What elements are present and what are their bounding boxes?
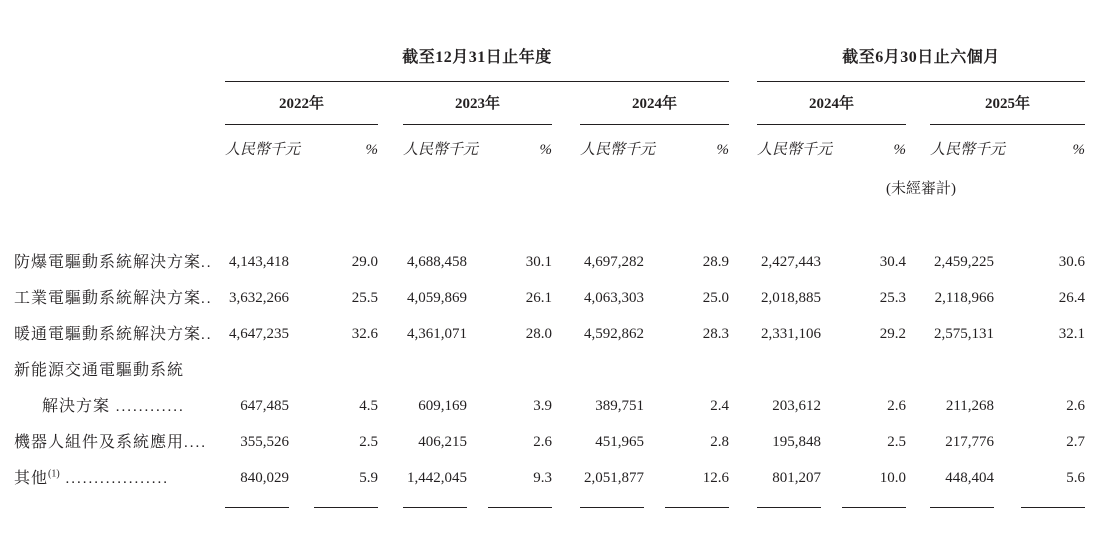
table-row-industrial [14, 288, 1085, 324]
section-gap [729, 48, 757, 82]
leader-dots: .... [184, 435, 208, 451]
amount-cell: 2,575,131 [934, 326, 995, 342]
row-label: 防爆電驅動系統解決方案.. [14, 254, 213, 271]
table-row-explosion-proof [14, 252, 1085, 288]
footnote-ref: (1) [48, 468, 60, 480]
column-total-rule [930, 507, 994, 508]
amount-cell: 647,485 [240, 398, 289, 414]
amount-cell: 389,751 [595, 398, 644, 414]
amount-header: 人民幣千元 [403, 142, 479, 158]
column-total-rule [403, 507, 467, 508]
percent-cell: 2.6 [887, 398, 907, 414]
leader-dots: .................. [59, 471, 169, 487]
amount-cell: 195,848 [772, 434, 822, 450]
percent-cell: 30.1 [525, 254, 552, 270]
amount-cell: 2,331,106 [761, 326, 822, 342]
table-row-hvac [14, 324, 1085, 360]
year-header-2022: 2022年 [225, 82, 378, 125]
percent-cell: 25.0 [702, 290, 730, 306]
percent-cell: 26.1 [525, 290, 552, 306]
amount-cell: 801,207 [772, 470, 822, 486]
percent-cell [644, 360, 729, 396]
percent-cell: 25.5 [351, 290, 378, 306]
year-header-row [14, 82, 1085, 125]
row-label: 解決方案 ............ [42, 398, 185, 415]
period-header-annual: 截至12月31日止年度 [225, 48, 729, 82]
leader-dots: .. [201, 255, 213, 271]
amount-cell: 2,051,877 [584, 470, 644, 486]
percent-cell [467, 360, 552, 396]
unaudited-note: (未經審計) [886, 181, 957, 197]
amount-cell: 840,029 [240, 470, 289, 486]
percent-cell: 2.5 [887, 434, 907, 450]
amount-header: 人民幣千元 [930, 142, 1006, 158]
amount-cell [403, 360, 467, 396]
total-rule-row [14, 504, 1085, 514]
row-label: 暖通電驅動系統解決方案.. [14, 326, 213, 343]
percent-cell: 30.4 [879, 254, 907, 270]
column-total-rule [1021, 507, 1085, 508]
amount-header: 人民幣千元 [225, 142, 301, 158]
amount-cell: 355,526 [240, 434, 289, 450]
year-header-2024-interim: 2024年 [757, 82, 906, 125]
amount-cell: 4,688,458 [407, 254, 467, 270]
amount-header: 人民幣千元 [580, 142, 656, 158]
amount-cell: 448,404 [945, 470, 995, 486]
amount-cell: 211,268 [945, 398, 995, 414]
period-header-row [14, 48, 1085, 82]
percent-cell: 2.6 [533, 434, 552, 450]
leader-dots: ............ [110, 399, 185, 415]
percent-cell: 2.6 [1066, 398, 1086, 414]
percent-cell: 2.8 [710, 434, 730, 450]
percent-header: % [539, 142, 552, 158]
amount-cell: 4,592,862 [584, 326, 644, 342]
amount-cell: 2,427,443 [761, 254, 822, 270]
percent-cell: 2.7 [1066, 434, 1086, 450]
table-row-others [14, 468, 1085, 504]
amount-cell [757, 360, 821, 396]
amount-cell: 2,118,966 [934, 290, 995, 306]
leader-dots: .. [201, 327, 213, 343]
percent-header: % [365, 142, 378, 158]
corner-blank [14, 48, 225, 82]
column-total-rule [757, 507, 821, 508]
unaudited-row [14, 161, 1085, 200]
row-label: 工業電驅動系統解決方案.. [14, 290, 213, 307]
amount-cell: 3,632,266 [229, 290, 289, 306]
leader-dots: .. [201, 291, 213, 307]
amount-cell: 4,697,282 [584, 254, 644, 270]
amount-cell [930, 360, 994, 396]
percent-cell: 2.5 [359, 434, 378, 450]
amount-cell: 406,215 [418, 434, 467, 450]
row-label: 其他$^{(1)}$ .................. [14, 468, 169, 487]
percent-cell: 2.4 [710, 398, 730, 414]
column-total-rule [665, 507, 729, 508]
row-label: 新能源交通電驅動系統 [14, 362, 185, 379]
percent-cell [821, 360, 906, 396]
amount-cell: 203,612 [772, 398, 822, 414]
column-total-rule [842, 507, 906, 508]
amount-cell [580, 360, 644, 396]
amount-cell: 4,143,418 [229, 254, 289, 270]
percent-cell: 32.6 [351, 326, 378, 342]
percent-cell: 32.1 [1058, 326, 1086, 342]
percent-cell: 25.3 [879, 290, 907, 306]
percent-header: % [716, 142, 730, 158]
percent-cell: 28.3 [702, 326, 730, 342]
table-row-robotics [14, 432, 1085, 468]
percent-cell: 4.5 [359, 398, 378, 414]
percent-cell: 30.6 [1058, 254, 1086, 270]
year-header-2025-interim: 2025年 [930, 82, 1085, 125]
percent-cell: 9.3 [533, 470, 552, 486]
table-row-nev-solutions [14, 396, 1085, 432]
percent-cell [994, 360, 1085, 396]
percent-cell: 5.9 [359, 470, 378, 486]
column-total-rule [314, 507, 378, 508]
percent-cell: 12.6 [702, 470, 730, 486]
percent-header: % [1072, 142, 1086, 158]
financial-table [14, 48, 1085, 514]
amount-cell: 2,459,225 [934, 254, 995, 270]
year-header-2023: 2023年 [403, 82, 552, 125]
amount-cell: 4,647,235 [229, 326, 289, 342]
amount-cell: 2,018,885 [761, 290, 822, 306]
period-header-interim: 截至6月30日止六個月 [757, 48, 1085, 82]
table-row-nev-label [14, 360, 1085, 396]
percent-header: % [893, 142, 907, 158]
amount-cell: 4,059,869 [407, 290, 467, 306]
amount-cell: 1,442,045 [407, 470, 467, 486]
year-header-2024: 2024年 [580, 82, 729, 125]
amount-cell [225, 360, 289, 396]
percent-cell: 29.0 [351, 254, 378, 270]
amount-cell: 4,063,303 [584, 290, 644, 306]
percent-cell: 29.2 [879, 326, 907, 342]
percent-cell: 26.4 [1058, 290, 1086, 306]
percent-cell [289, 360, 378, 396]
amount-header: 人民幣千元 [757, 142, 833, 158]
amount-cell: 217,776 [945, 434, 995, 450]
amount-cell: 4,361,071 [407, 326, 467, 342]
amount-cell: 609,169 [418, 398, 467, 414]
spacer-row [14, 200, 1085, 252]
percent-cell: 5.6 [1066, 470, 1086, 486]
column-total-rule [580, 507, 644, 508]
percent-cell: 10.0 [879, 470, 907, 486]
column-total-rule [225, 507, 289, 508]
row-label: 機器人組件及系統應用.... [14, 434, 208, 451]
unit-header-row [14, 125, 1085, 162]
percent-cell: 28.9 [702, 254, 730, 270]
percent-cell: 28.0 [525, 326, 552, 342]
percent-cell: 3.9 [533, 398, 552, 414]
column-total-rule [488, 507, 552, 508]
amount-cell: 451,965 [595, 434, 644, 450]
